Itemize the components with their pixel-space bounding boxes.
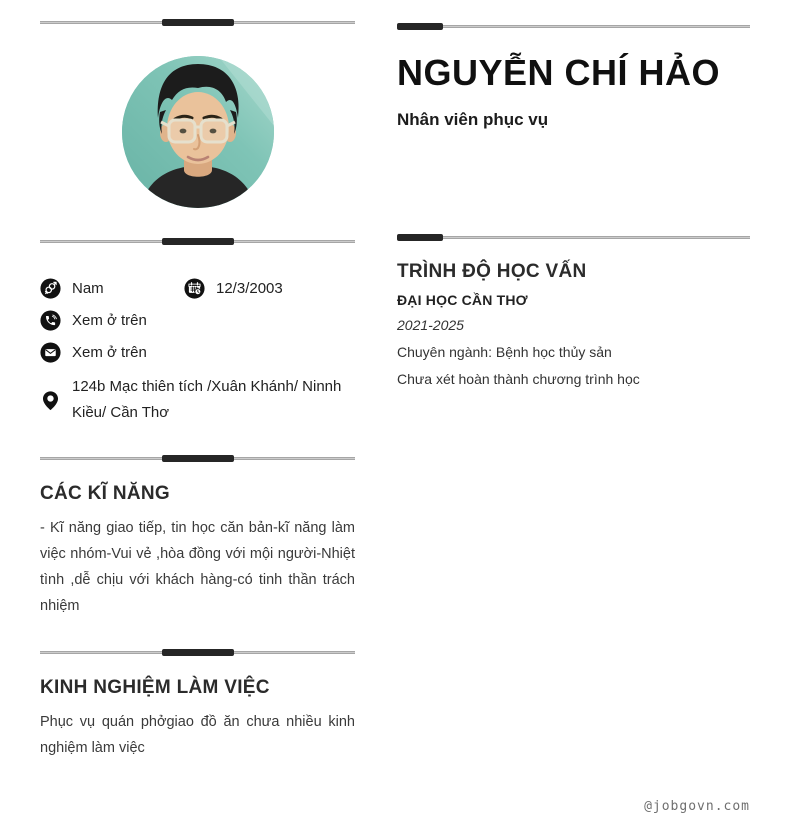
- skills-text: - Kĩ năng giao tiếp, tin học căn bản-kĩ năng làm việc nhóm-Vui vẻ ,hòa đồng với mội người-Nhiệt tình ,dễ chịu với khách hàng-có tinh thần trách nhiệm: [40, 520, 355, 614]
- divider-accent: [397, 234, 443, 241]
- divider: [40, 19, 355, 26]
- gender-value: Nam: [72, 280, 104, 297]
- dob-value: 12/3/2003: [216, 280, 283, 297]
- divider-accent: [162, 455, 234, 462]
- divider-accent: [162, 649, 234, 656]
- contact-info: [40, 278, 355, 426]
- phone-icon: [40, 310, 61, 331]
- divider: [40, 455, 355, 462]
- divider: [40, 238, 355, 245]
- divider-accent: [162, 238, 234, 245]
- education-school: ĐẠI HỌC CẦN THƠ: [397, 292, 528, 309]
- education-years: 2021-2025: [397, 317, 464, 334]
- education-status: Chưa xét hoàn thành chương trình học: [397, 371, 640, 388]
- person-name: NGUYỄN CHÍ HẢO: [397, 52, 721, 93]
- phone-value: Xem ở trên: [72, 312, 147, 329]
- contact-row-address: [40, 374, 355, 426]
- experience-section-title: KINH NGHIỆM LÀM VIỆC: [40, 677, 270, 698]
- divider: [397, 234, 750, 241]
- location-pin-icon: [40, 390, 61, 411]
- address-value: 124b Mạc thiên tích /Xuân Khánh/ Ninnh Kiều/ Cần Thơ: [72, 378, 342, 421]
- contact-row-gender-dob: [40, 278, 355, 300]
- divider-rail: [397, 236, 750, 239]
- experience-text: Phục vụ quán phởgiao đồ ăn chưa nhiều kinh nghiệm làm việc: [40, 714, 355, 756]
- avatar: [122, 56, 274, 208]
- divider-accent: [162, 19, 234, 26]
- site-watermark: @jobgovn.com: [644, 799, 750, 814]
- email-icon: [40, 342, 61, 363]
- divider: [397, 23, 750, 30]
- contact-row-phone: [40, 310, 355, 332]
- education-section-title: TRÌNH ĐỘ HỌC VẤN: [397, 261, 587, 283]
- divider: [40, 649, 355, 656]
- contact-row-email: [40, 342, 355, 364]
- skills-section-title: CÁC KĨ NĂNG: [40, 483, 170, 504]
- email-value: Xem ở trên: [72, 344, 147, 361]
- divider-accent: [397, 23, 443, 30]
- education-major: Chuyên ngành: Bệnh học thủy sản: [397, 344, 612, 361]
- avatar-illustration: [122, 56, 274, 208]
- contact-dob: [184, 278, 283, 300]
- contact-gender: [40, 278, 184, 300]
- person-job-title: Nhân viên phục vụ: [397, 110, 549, 130]
- divider-rail: [397, 25, 750, 28]
- calendar-icon: [184, 278, 205, 299]
- gender-icon: [40, 278, 61, 299]
- left-column: [40, 19, 355, 761]
- right-column: [397, 23, 750, 387]
